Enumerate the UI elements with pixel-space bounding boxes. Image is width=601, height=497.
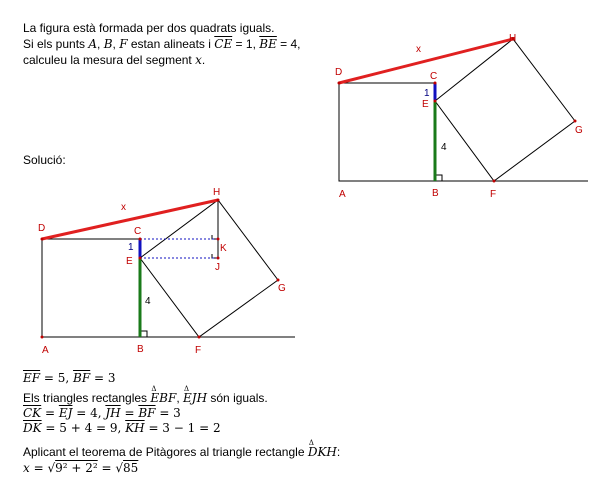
step-2: Els triangles rectangles Δ EBF, Δ EJH són iguals. xyxy=(23,391,268,405)
label-j-bottom: J xyxy=(215,262,220,273)
square-left-bottom xyxy=(42,239,140,337)
label-a-bottom: A xyxy=(42,345,49,356)
label-f-bottom: F xyxy=(195,345,202,356)
label-d-top: D xyxy=(335,67,343,78)
label-x-top: x xyxy=(416,44,421,55)
label-g-top: G xyxy=(575,125,583,136)
right-angle-mark-bottom xyxy=(141,331,147,337)
label-a-top: A xyxy=(339,189,346,200)
label-e-top: E xyxy=(422,99,429,110)
label-c-top: C xyxy=(430,71,438,82)
square-tilted-bottom xyxy=(140,200,278,337)
problem-line-2: Si els punts A, B, F estan alineats i $\overline{CE} = 1$, $\overline{BE} = 4$, xyxy=(23,37,301,51)
step-5: Aplicant el teorema de Pitàgores al triangle rectangle Δ DKH: xyxy=(23,445,340,459)
step-6: x = √9² + 2² = √85 xyxy=(23,461,139,475)
step-1: $\overline{EF} = 5$, $\overline{BF} = 3$ xyxy=(23,371,116,385)
label-b-bottom: B xyxy=(137,344,144,355)
label-ce-length-bottom: 1 xyxy=(128,242,134,253)
label-h-top: H xyxy=(509,33,517,44)
label-x-bottom: x xyxy=(121,202,126,213)
label-d-bottom: D xyxy=(38,223,46,234)
step-3: $\overline{CK} = \overline{EJ} = 4$, $\overline{JH} = \overline{BF} = 3$ xyxy=(23,406,181,420)
problem-line-3: calculeu la mesura del segment x. xyxy=(23,53,206,67)
label-e-bottom: E xyxy=(126,256,133,267)
label-c-bottom: C xyxy=(134,226,142,237)
label-ce-length-top: 1 xyxy=(424,88,430,99)
label-k-bottom: K xyxy=(220,243,227,254)
label-g-bottom: G xyxy=(278,283,286,294)
label-h-bottom: H xyxy=(213,187,221,198)
label-be-length-top: 4 xyxy=(441,142,447,153)
label-f-top: F xyxy=(490,189,497,200)
label-be-length-bottom: 4 xyxy=(145,296,151,307)
label-b-top: B xyxy=(432,188,439,199)
step-4: $\overline{DK} = 5 + 4 = 9$, $\overline{KH} = 3 - 1 = 2$ xyxy=(23,421,221,435)
problem-line-1: La figura està formada per dos quadrats iguals. xyxy=(23,21,275,35)
solution-heading: Solució: xyxy=(23,153,66,167)
